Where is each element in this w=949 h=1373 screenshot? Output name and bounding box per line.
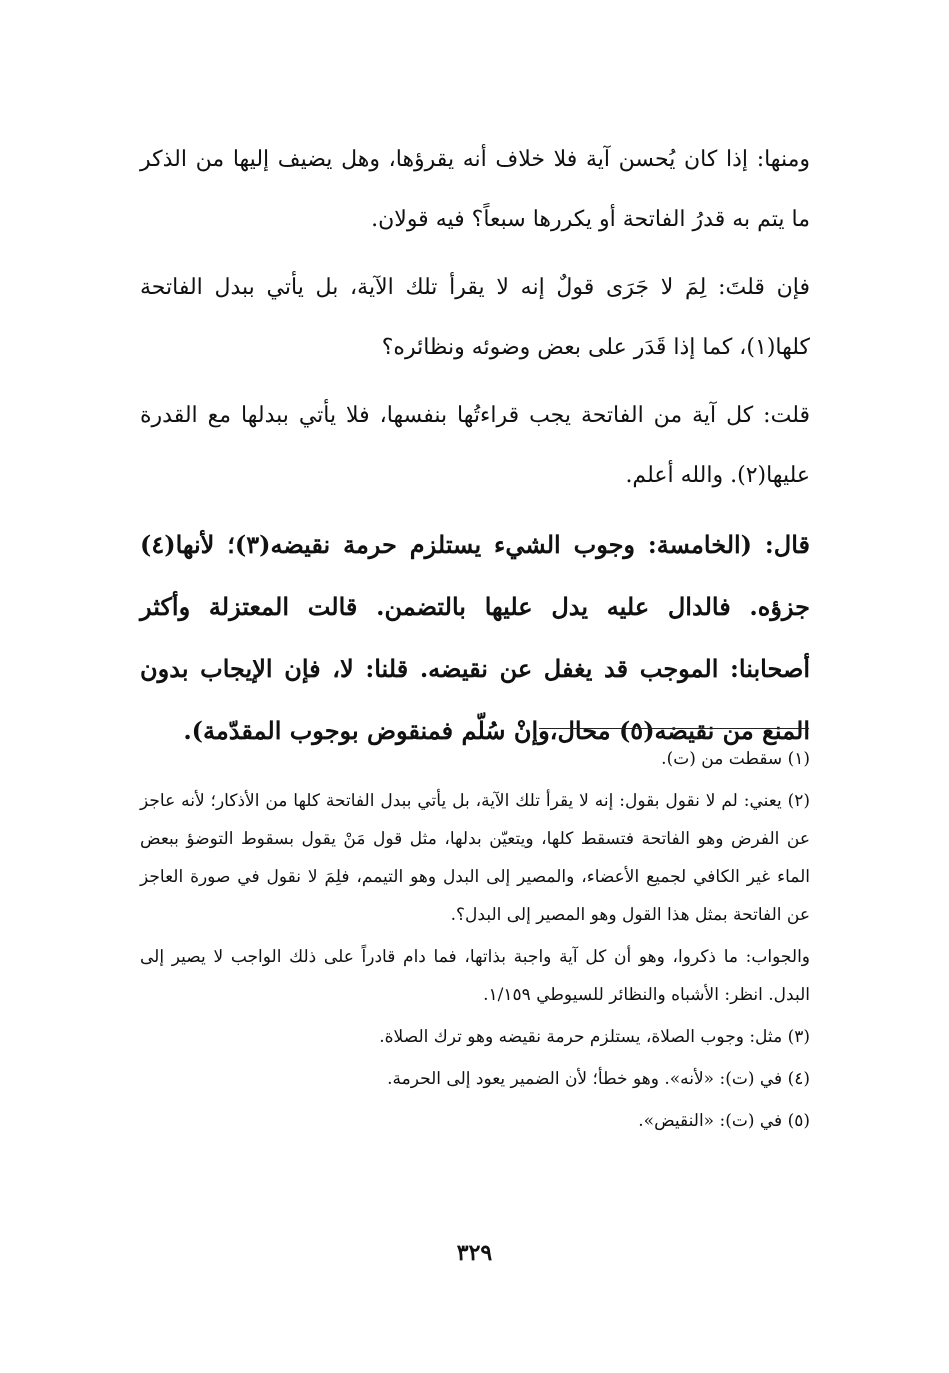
footnote-1: (١) سقطت من (ت). <box>661 749 810 769</box>
footnote-5: (٥) في (ت): «النقيض». <box>638 1111 810 1131</box>
paragraph-1: ومنها: إذا كان يُحسن آية فلا خلاف أنه يقرؤها، وهل يضيف إليها من الذكر ما يتم به قدرُ الفاتحة أو يكررها سبعاً؟ فيه قولان. <box>140 147 810 232</box>
bold-quote-paragraph: قال: (الخامسة: وجوب الشيء يستلزم حرمة نقيضه(٣)؛ لأنها(٤) جزؤه. فالدال عليه يدل عليها بالتضمن. قالت المعتزلة وأكثر أصحابنا: الموجب قد يغفل عن نقيضه. قلنا: لا، فإن الإيجاب بدون المنع من نقيضه(٥) محال،وإنْ سُلّم فمنقوض بوجوب المقدّمة). <box>140 530 810 745</box>
footnote-2: (٢) يعني: لم لا نقول بقول: إنه لا يقرأ تلك الآية، بل يأتي ببدل الفاتحة كلها من الأذكار؛ لأنه عاجز عن الفرض وهو الفاتحة فتسقط كلها، ويتعيّن بدلها، مثل قول مَنْ يقول بسقوط التوضؤ ببعض الماء غير الكافي لجميع الأعضاء، والمصير إلى البدل وهو التيمم، فلِمَ لا نقول في صورة العاجز عن الفاتحة بمثل هذا القول وهو المصير إلى البدل؟. <box>140 791 810 925</box>
footnote-4: (٤) في (ت): «لأنه». وهو خطأ؛ لأن الضمير يعود إلى الحرمة. <box>387 1069 810 1089</box>
paragraph-3: قلت: كل آية من الفاتحة يجب قراءتُها بنفسها، فلا يأتي ببدلها مع القدرة عليها(٢). والله أعلم. <box>140 403 810 488</box>
footnote-3: (٣) مثل: وجوب الصلاة، يستلزم حرمة نقيضه وهو ترك الصلاة. <box>379 1027 810 1047</box>
main-text <box>140 130 810 762</box>
footnote-divider <box>539 728 809 729</box>
page-number: ٣٢٩ <box>456 1240 493 1266</box>
paragraph-2: فإن قلتَ: لِمَ لا جَرَى قولٌ إنه لا يقرأ تلك الآية، بل يأتي ببدل الفاتحة كلها(١)، كما إذا قَدَر على بعض وضوئه ونظائره؟ <box>140 275 810 360</box>
footnotes <box>140 740 810 1144</box>
footnote-2-answer: والجواب: ما ذكروا، وهو أن كل آية واجبة بذاتها، فما دام قادراً على ذلك الواجب لا يصير إلى البدل. انظر: الأشباه والنظائر للسيوطي ١/١٥٩. <box>140 947 810 1005</box>
